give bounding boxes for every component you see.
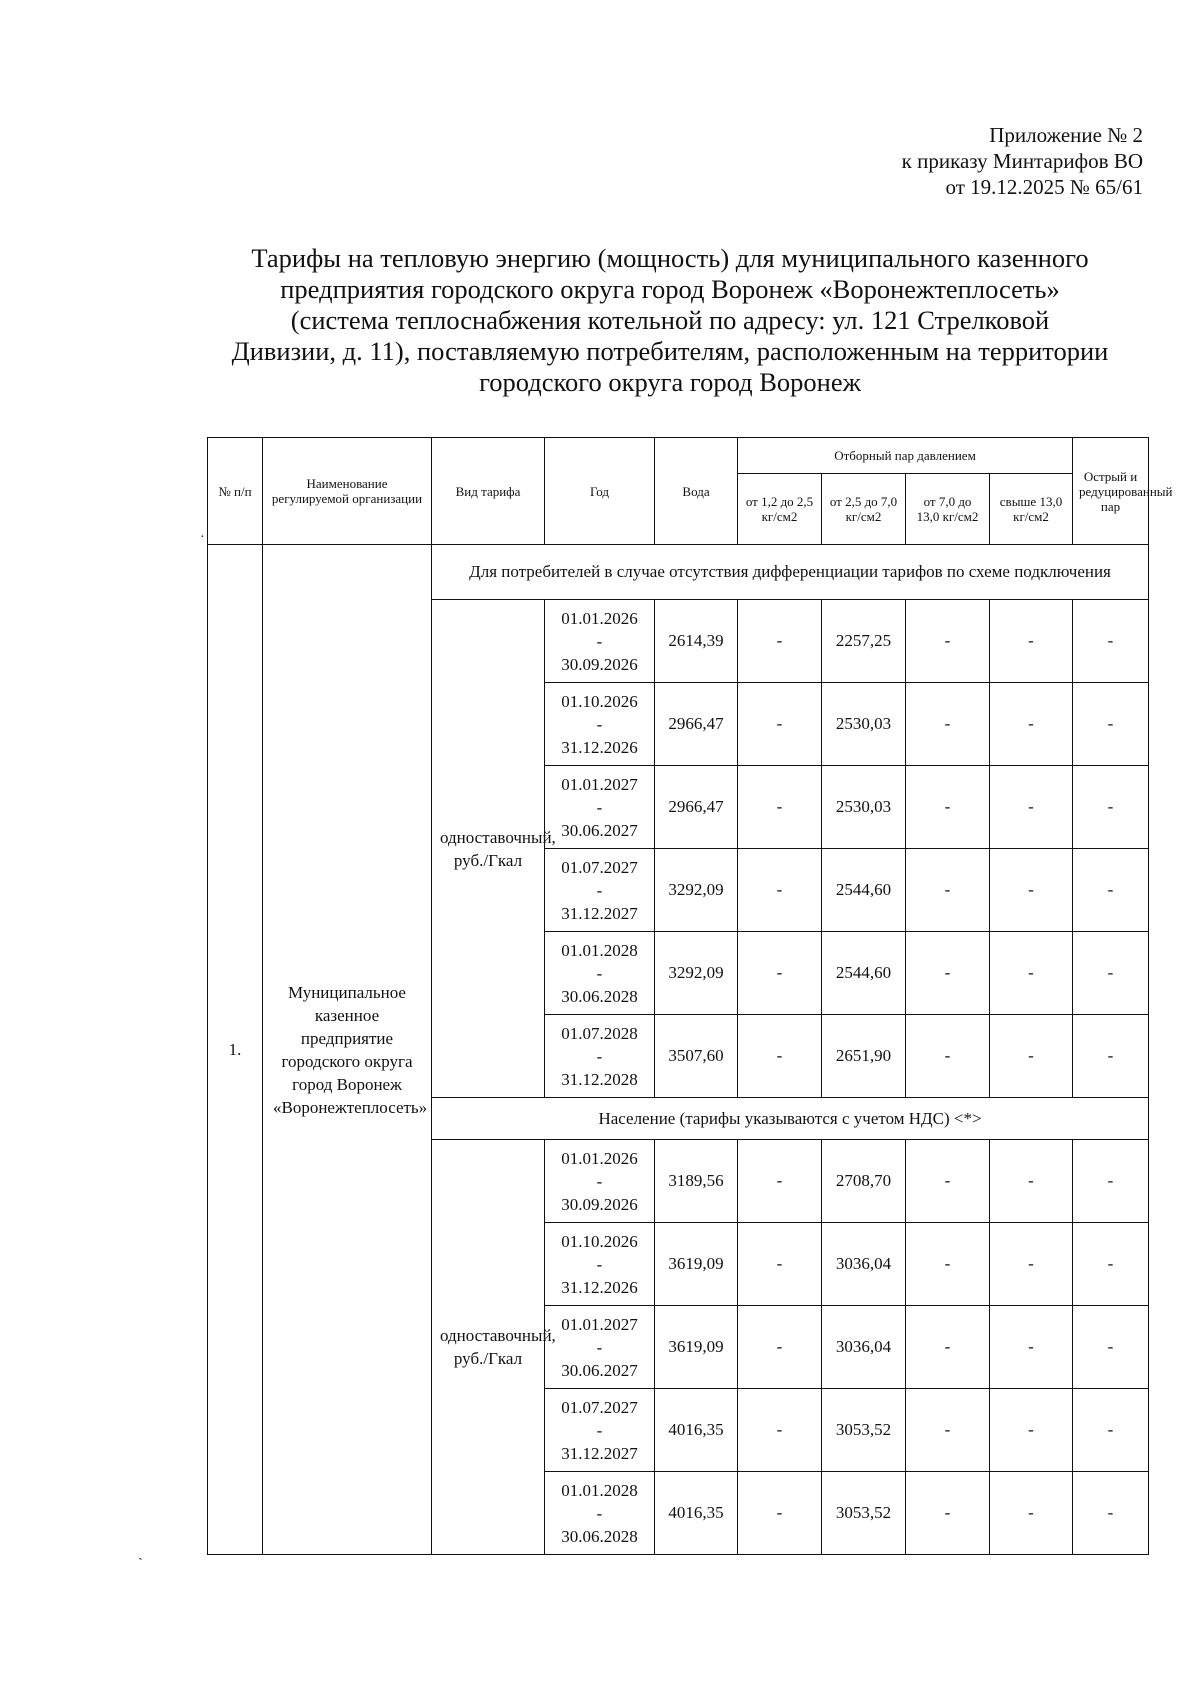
steam-1-value: - <box>738 1389 822 1472</box>
tariffs-table <box>207 437 1173 1555</box>
steam-1-value: - <box>738 1306 822 1389</box>
steam-4-value: - <box>990 1015 1073 1098</box>
steam-1-value: - <box>738 1472 822 1555</box>
title-line: городского округа город Воронеж <box>479 367 861 397</box>
period-sep: - <box>596 1046 603 1066</box>
period-sep: - <box>596 714 603 734</box>
water-value: 3292,09 <box>655 932 738 1015</box>
period-from: 01.01.2028 <box>561 940 638 960</box>
steam-3-value: - <box>906 1389 990 1472</box>
steam-2-value: 2651,90 <box>822 1015 906 1098</box>
water-value: 2966,47 <box>655 766 738 849</box>
organization-name: Муниципальное казенное предприятие городского округа город Воронеж «Воронежтеплосеть» <box>263 545 432 1555</box>
period-from: 01.01.2027 <box>561 774 638 794</box>
appendix-line: Приложение № 2 <box>989 123 1143 147</box>
steam-4-value: - <box>990 600 1073 683</box>
period-cell <box>545 600 655 683</box>
steam-4-value: - <box>990 1472 1073 1555</box>
steam-1-value: - <box>738 1015 822 1098</box>
steam-4-value: - <box>990 1140 1073 1223</box>
period-sep: - <box>596 880 603 900</box>
steam-3-value: - <box>906 849 990 932</box>
period-to: 31.12.2026 <box>561 737 638 757</box>
period-sep: - <box>596 963 603 983</box>
scan-mark: ˏ <box>138 1546 143 1561</box>
title-line: (система теплоснабжения котельной по адресу: ул. 121 Стрелковой <box>290 305 1050 335</box>
water-value: 3292,09 <box>655 849 738 932</box>
header-sharp-steam: Острый и редуцированный пар <box>1073 438 1149 545</box>
appendix-block <box>902 122 1143 200</box>
steam-3-value: - <box>906 1306 990 1389</box>
steam-4-value: - <box>990 1306 1073 1389</box>
water-value: 2966,47 <box>655 683 738 766</box>
steam-2-value: 2708,70 <box>822 1140 906 1223</box>
period-from: 01.10.2026 <box>561 691 638 711</box>
steam-2-value: 2544,60 <box>822 849 906 932</box>
sharp-steam-value: - <box>1073 1306 1149 1389</box>
sharp-steam-value: - <box>1073 849 1149 932</box>
steam-4-value: - <box>990 1389 1073 1472</box>
steam-2-value: 3053,52 <box>822 1389 906 1472</box>
period-sep: - <box>596 1171 603 1191</box>
period-to: 30.09.2026 <box>561 654 638 674</box>
header-steam-group: Отборный пар давлением <box>738 438 1073 474</box>
period-from: 01.10.2026 <box>561 1231 638 1251</box>
period-cell <box>545 932 655 1015</box>
sharp-steam-value: - <box>1073 600 1149 683</box>
steam-3-value: - <box>906 766 990 849</box>
steam-1-value: - <box>738 766 822 849</box>
sharp-steam-value: - <box>1073 1223 1149 1306</box>
steam-1-value: - <box>738 849 822 932</box>
steam-4-value: - <box>990 766 1073 849</box>
steam-3-value: - <box>906 932 990 1015</box>
header-year: Год <box>545 438 655 545</box>
water-value: 3619,09 <box>655 1223 738 1306</box>
water-value: 4016,35 <box>655 1472 738 1555</box>
water-value: 3619,09 <box>655 1306 738 1389</box>
tariff-type: одноставочный, руб./Гкал <box>432 1140 545 1555</box>
period-to: 31.12.2027 <box>561 903 638 923</box>
sharp-steam-value: - <box>1073 1140 1149 1223</box>
period-cell <box>545 1015 655 1098</box>
section-row <box>208 545 1149 600</box>
steam-1-value: - <box>738 1140 822 1223</box>
section-title: Для потребителей в случае отсутствия дифференциации тарифов по схеме подключения <box>432 545 1149 600</box>
appendix-line: от 19.12.2025 № 65/61 <box>945 175 1143 199</box>
steam-1-value: - <box>738 600 822 683</box>
header-steam-3: от 7,0 до 13,0 кг/см2 <box>906 474 990 545</box>
sharp-steam-value: - <box>1073 1472 1149 1555</box>
sharp-steam-value: - <box>1073 932 1149 1015</box>
period-cell <box>545 683 655 766</box>
period-sep: - <box>596 1337 603 1357</box>
period-sep: - <box>596 797 603 817</box>
period-to: 30.09.2026 <box>561 1194 638 1214</box>
steam-2-value: 2257,25 <box>822 600 906 683</box>
period-to: 30.06.2028 <box>561 1526 638 1546</box>
header-steam-1: от 1,2 до 2,5 кг/см2 <box>738 474 822 545</box>
steam-1-value: - <box>738 1223 822 1306</box>
steam-2-value: 3036,04 <box>822 1306 906 1389</box>
steam-3-value: - <box>906 1140 990 1223</box>
period-to: 31.12.2027 <box>561 1443 638 1463</box>
steam-2-value: 2544,60 <box>822 932 906 1015</box>
period-from: 01.07.2027 <box>561 857 638 877</box>
steam-2-value: 3036,04 <box>822 1223 906 1306</box>
steam-3-value: - <box>906 1015 990 1098</box>
water-value: 3507,60 <box>655 1015 738 1098</box>
steam-2-value: 2530,03 <box>822 766 906 849</box>
steam-3-value: - <box>906 1472 990 1555</box>
period-from: 01.01.2028 <box>561 1480 638 1500</box>
water-value: 3189,56 <box>655 1140 738 1223</box>
sharp-steam-value: - <box>1073 1389 1149 1472</box>
header-row <box>208 438 1149 474</box>
title-line: предприятия городского округа город Воронеж «Воронежтеплосеть» <box>280 274 1060 304</box>
period-cell <box>545 1223 655 1306</box>
steam-4-value: - <box>990 849 1073 932</box>
sharp-steam-value: - <box>1073 1015 1149 1098</box>
scan-mark: · <box>200 530 205 545</box>
period-to: 30.06.2028 <box>561 986 638 1006</box>
period-from: 01.01.2027 <box>561 1314 638 1334</box>
header-tariff-type: Вид тарифа <box>432 438 545 545</box>
period-to: 31.12.2026 <box>561 1277 638 1297</box>
row-number: 1. <box>208 545 263 1555</box>
title-line: Тарифы на тепловую энергию (мощность) для муниципального казенного <box>251 243 1089 273</box>
period-sep: - <box>596 1254 603 1274</box>
steam-4-value: - <box>990 1223 1073 1306</box>
steam-3-value: - <box>906 600 990 683</box>
header-num: № п/п <box>208 438 263 545</box>
period-from: 01.01.2026 <box>561 1148 638 1168</box>
document-title <box>190 243 1150 398</box>
period-cell <box>545 1389 655 1472</box>
water-value: 4016,35 <box>655 1389 738 1472</box>
period-to: 30.06.2027 <box>561 1360 638 1380</box>
header-steam-4: свыше 13,0 кг/см2 <box>990 474 1073 545</box>
period-cell <box>545 849 655 932</box>
header-water: Вода <box>655 438 738 545</box>
period-sep: - <box>596 1503 603 1523</box>
period-from: 01.07.2027 <box>561 1397 638 1417</box>
period-cell <box>545 766 655 849</box>
sharp-steam-value: - <box>1073 683 1149 766</box>
steam-3-value: - <box>906 683 990 766</box>
steam-1-value: - <box>738 932 822 1015</box>
period-cell <box>545 1140 655 1223</box>
steam-2-value: 2530,03 <box>822 683 906 766</box>
period-sep: - <box>596 1420 603 1440</box>
header-org: Наименование регулируемой организации <box>263 438 432 545</box>
appendix-line: к приказу Минтарифов ВО <box>901 149 1143 173</box>
period-sep: - <box>596 631 603 651</box>
period-cell <box>545 1306 655 1389</box>
title-line: Дивизии, д. 11), поставляемую потребителям, расположенным на территории <box>231 336 1109 366</box>
period-from: 01.01.2026 <box>561 608 638 628</box>
steam-4-value: - <box>990 683 1073 766</box>
sharp-steam-value: - <box>1073 766 1149 849</box>
steam-1-value: - <box>738 683 822 766</box>
steam-3-value: - <box>906 1223 990 1306</box>
steam-4-value: - <box>990 932 1073 1015</box>
period-to: 31.12.2028 <box>561 1069 638 1089</box>
period-from: 01.07.2028 <box>561 1023 638 1043</box>
period-to: 30.06.2027 <box>561 820 638 840</box>
tariff-type: одноставочный, руб./Гкал <box>432 600 545 1098</box>
period-cell <box>545 1472 655 1555</box>
section-title: Население (тарифы указываются с учетом НДС) <*> <box>432 1098 1149 1140</box>
header-steam-2: от 2,5 до 7,0 кг/см2 <box>822 474 906 545</box>
water-value: 2614,39 <box>655 600 738 683</box>
steam-2-value: 3053,52 <box>822 1472 906 1555</box>
